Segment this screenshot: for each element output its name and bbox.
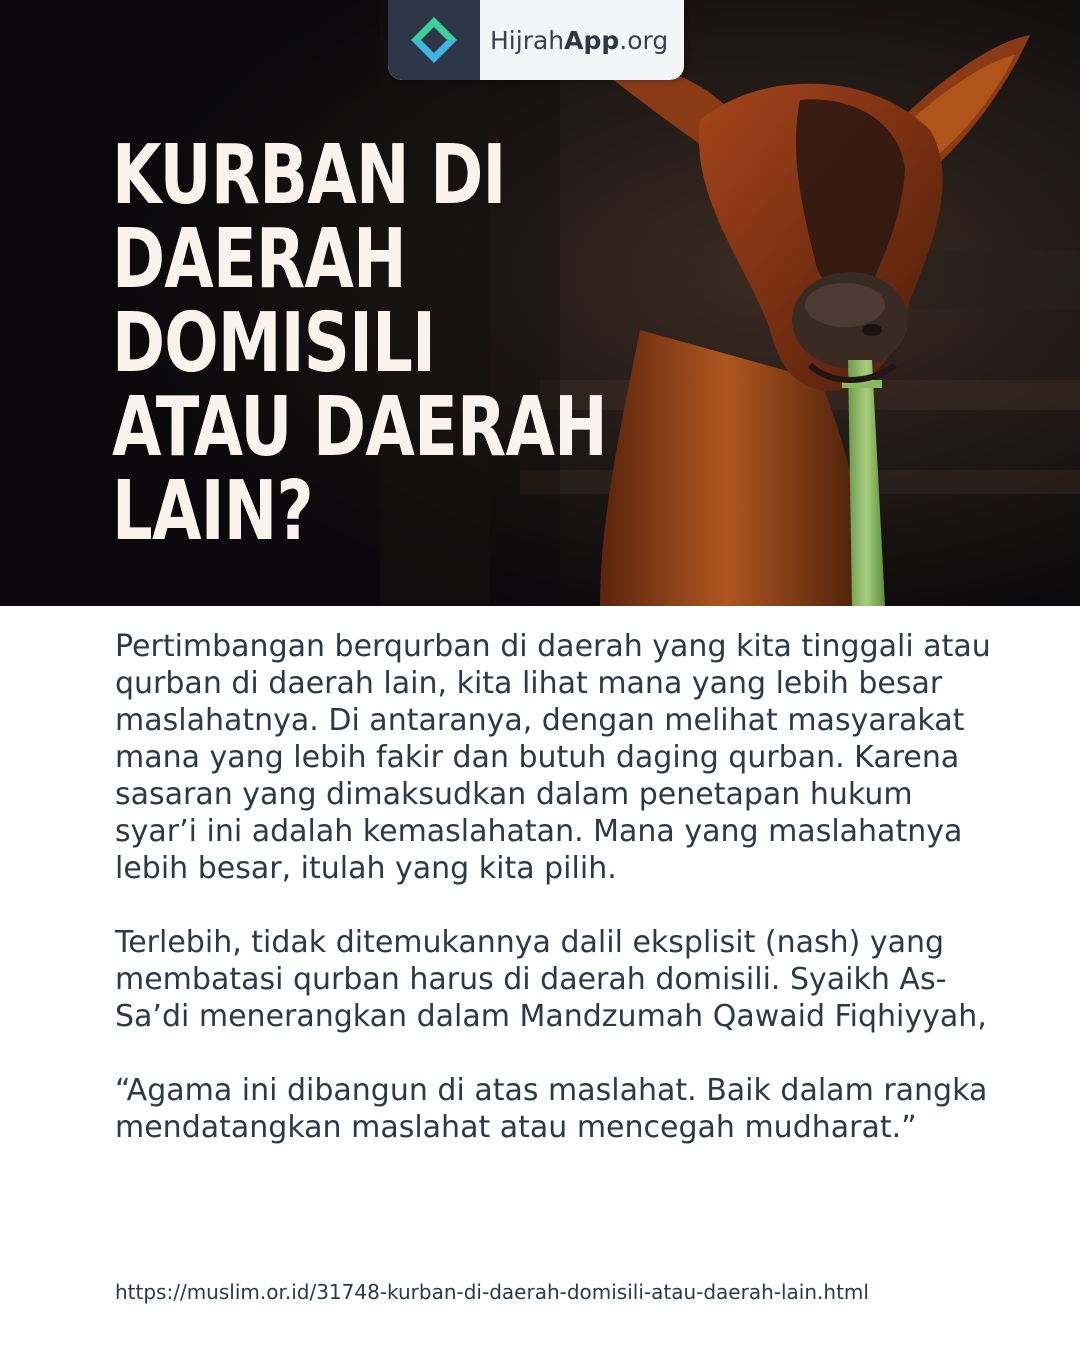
headline-line: DOMISILI (112, 296, 436, 391)
source-link[interactable]: https://muslim.or.id/31748-kurban-di-daerah-domisili-atau-daerah-lain.html (115, 1280, 869, 1304)
quote-paragraph: “Agama ini dibangun di atas maslahat. Baik dalam rangka mendatangkan maslahat atau mencegah mudharat.” (115, 1073, 988, 1145)
article-body (115, 628, 995, 1183)
brand-name: HijrahApp.org (490, 25, 669, 55)
headline-line: ATAU DAERAH (112, 380, 607, 475)
hijrahapp-logo-icon (388, 0, 480, 80)
headline-line: LAIN? (112, 464, 313, 559)
hero-section (0, 0, 1080, 606)
body-paragraph: Terlebih, tidak ditemukannya dalil eksplisit (nash) yang membatasi qurban harus di daerah domisili. Syaikh As-Sa’di menerangkan dalam Mandzumah Qawaid Fiqhiyyah, (115, 925, 987, 1034)
body-paragraph: Pertimbangan berqurban di daerah yang kita tinggali atau qurban di daerah lain, kita lihat mana yang lebih besar maslahatnya. Di antaranya, dengan melihat masyarakat mana yang lebih fakir dan butuh daging qurban. Karena sasaran yang dimaksudkan dalam penetapan hukum syar’i ini adalah kemaslahatan. Mana yang maslahatnya lebih besar, itulah yang kita pilih. (115, 629, 991, 886)
headline (112, 128, 705, 559)
brand-logo-card (388, 0, 684, 80)
headline-line: DAERAH (112, 212, 406, 307)
headline-line: KURBAN DI (112, 128, 506, 223)
